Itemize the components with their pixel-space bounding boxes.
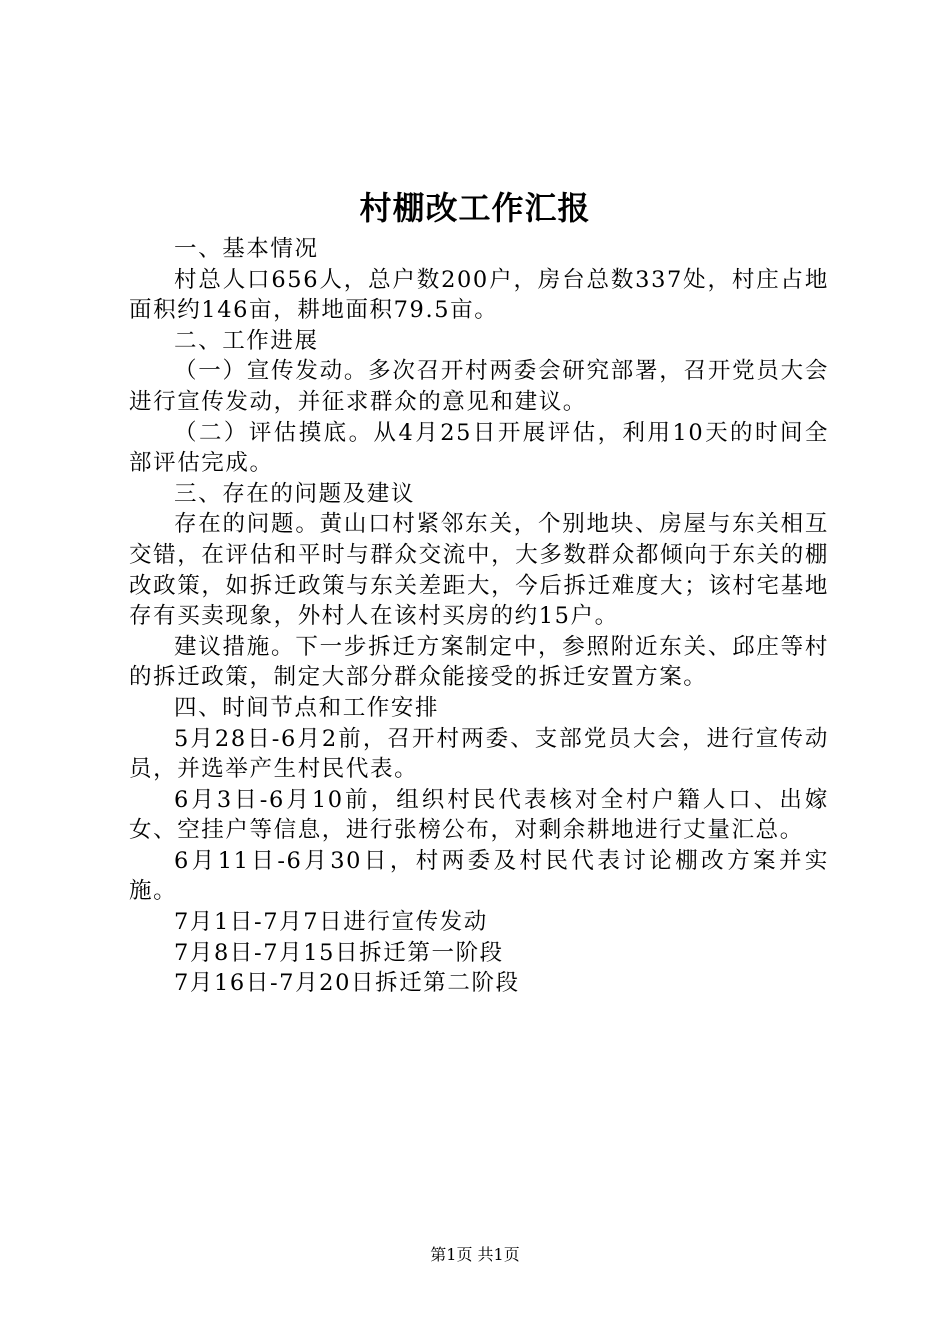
section-heading-progress: 二、工作进展	[174, 327, 319, 354]
document-body	[129, 234, 829, 999]
schedule-item: 6月3日-6月10前，组织村民代表核对全村户籍人口、出嫁女、空挂户等信息，进行张榜公布，对剩余耕地进行丈量汇总。	[129, 786, 829, 844]
page-footer: 第1页 共1页	[430, 1245, 520, 1264]
section-heading-basic-info: 一、基本情况	[174, 236, 319, 262]
paragraph-assessment: （二）评估摸底。从4月25日开展评估，利用10天的时间全部评估完成。	[129, 419, 829, 477]
paragraph-suggestions: 建议措施。下一步拆迁方案制定中，参照附近东关、邱庄等村的拆迁政策，制定大部分群众能接受的拆迁安置方案。	[129, 633, 829, 691]
schedule-item: 7月8日-7月15日拆迁第一阶段	[174, 939, 504, 966]
paragraph-publicity: （一）宣传发动。多次召开村两委会研究部署，召开党员大会进行宣传发动，并征求群众的意见和建议。	[129, 358, 829, 415]
schedule-item: 5月28日-6月2前，召开村两委、支部党员大会，进行宣传动员，并选举产生村民代表。	[129, 725, 829, 783]
schedule-item: 7月1日-7月7日进行宣传发动	[174, 909, 488, 936]
section-heading-problems: 三、存在的问题及建议	[174, 480, 416, 507]
paragraph-population: 村总人口656人，总户数200户，房台总数337处，村庄占地面积约146亩，耕地面积79.5亩。	[129, 266, 829, 324]
section-heading-schedule: 四、时间节点和工作安排	[174, 694, 440, 721]
schedule-item: 7月16日-7月20日拆迁第二阶段	[174, 970, 520, 997]
document-title: 村棚改工作汇报	[359, 189, 591, 227]
paragraph-problems: 存在的问题。黄山口村紧邻东关，个别地块、房屋与东关相互交错，在评估和平时与群众交流中，大多数群众都倾向于东关的棚改政策，如拆迁政策与东关差距大，今后拆迁难度大；该村宅基地存有买卖现象，外村人在该村买房的约15户。	[129, 511, 829, 630]
schedule-item: 6月11日-6月30日，村两委及村民代表讨论棚改方案并实施。	[129, 847, 829, 905]
